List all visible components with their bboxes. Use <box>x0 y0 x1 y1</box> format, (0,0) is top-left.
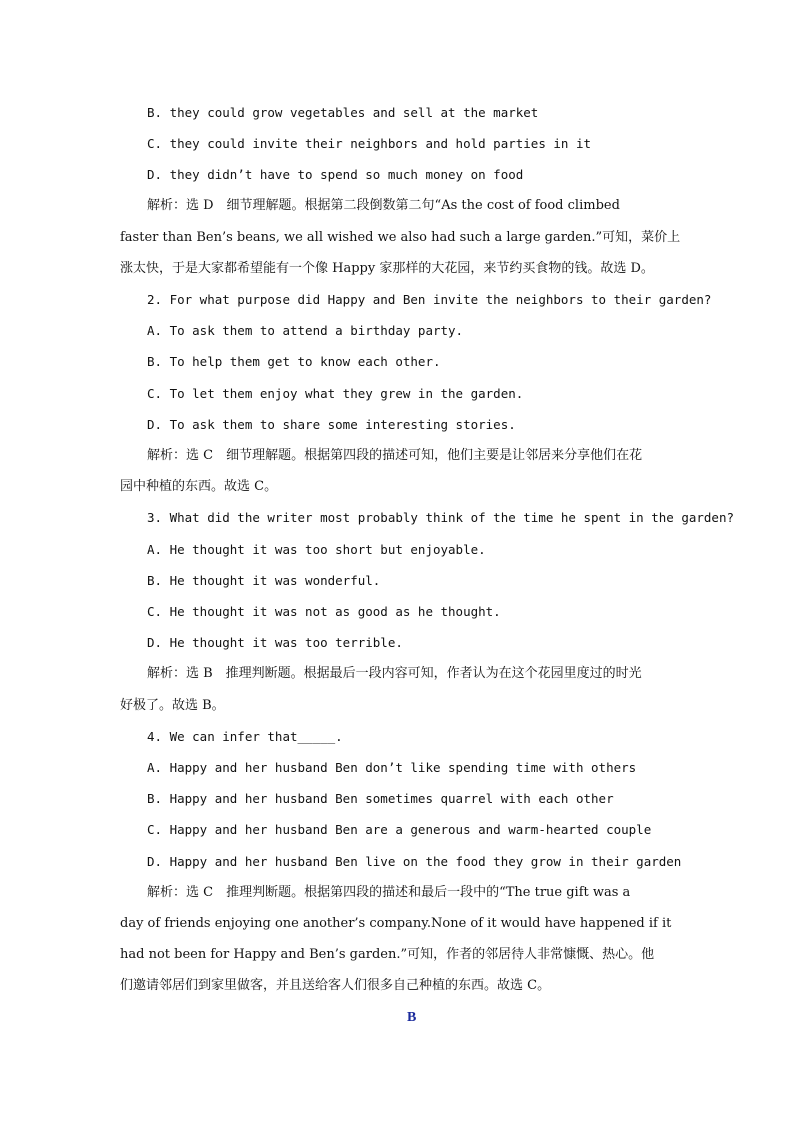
option-line: C. they could invite their neighbors and hold parties in it <box>147 136 592 151</box>
analysis-line: day of friends enjoying one another’s company.None of it would have happened if it <box>120 916 672 931</box>
analysis-line: 们邀请邻居们到家里做客，并且送给客人们很多自己种植的东西。故选 C。 <box>120 978 551 993</box>
option-line: C. Happy and her husband Ben are a generous and warm-hearted couple <box>147 822 652 837</box>
option-line: C. He thought it was not as good as he thought. <box>147 604 501 619</box>
option-line: A. Happy and her husband Ben don’t like spending time with others <box>147 760 637 775</box>
question-line: 2. For what purpose did Happy and Ben invite the neighbors to their garden? <box>147 292 712 307</box>
option-line: A. He thought it was too short but enjoyable. <box>147 542 486 557</box>
analysis-line: faster than Ben’s beans, we all wished we also had such a large garden.”可知，菜价上 <box>120 230 681 245</box>
question-line: 3. What did the writer most probably think of the time he spent in the garden? <box>147 510 734 525</box>
analysis-line: 解析：选 C 细节理解题。根据第四段的描述可知，他们主要是让邻居来分享他们在花 <box>147 448 643 463</box>
option-line: A. To ask them to attend a birthday party. <box>147 323 464 338</box>
option-line: D. Happy and her husband Ben live on the food they grow in their garden <box>147 854 682 869</box>
option-line: D. they didn’t have to spend so much money on food <box>147 167 524 182</box>
analysis-line: had not been for Happy and Ben’s garden.”可知，作者的邻居待人非常慷慨、热心。他 <box>120 947 655 962</box>
section-label: B <box>407 1010 417 1025</box>
analysis-line: 涨太快，于是大家都希望能有一个像 Happy 家那样的大花园，来节约买食物的钱。故选 D。 <box>120 261 654 276</box>
option-line: C. To let them enjoy what they grew in the garden. <box>147 386 524 401</box>
question-line: 4. We can infer that_____. <box>147 729 343 744</box>
option-line: D. He thought it was too terrible. <box>147 635 403 650</box>
analysis-line: 解析：选 C 推理判断题。根据第四段的描述和最后一段中的“The true gift was a <box>147 885 631 900</box>
option-line: B. they could grow vegetables and sell at the market <box>147 105 539 120</box>
analysis-line: 好极了。故选 B。 <box>120 698 225 713</box>
analysis-line: 解析：选 D 细节理解题。根据第二段倒数第二句“As the cost of food climbed <box>147 198 620 213</box>
analysis-line: 解析：选 B 推理判断题。根据最后一段内容可知，作者认为在这个花园里度过的时光 <box>147 666 642 681</box>
option-line: B. He thought it was wonderful. <box>147 573 381 588</box>
option-line: D. To ask them to share some interesting stories. <box>147 417 516 432</box>
analysis-line: 园中种植的东西。故选 C。 <box>120 479 278 494</box>
option-line: B. Happy and her husband Ben sometimes quarrel with each other <box>147 791 614 806</box>
option-line: B. To help them get to know each other. <box>147 354 441 369</box>
